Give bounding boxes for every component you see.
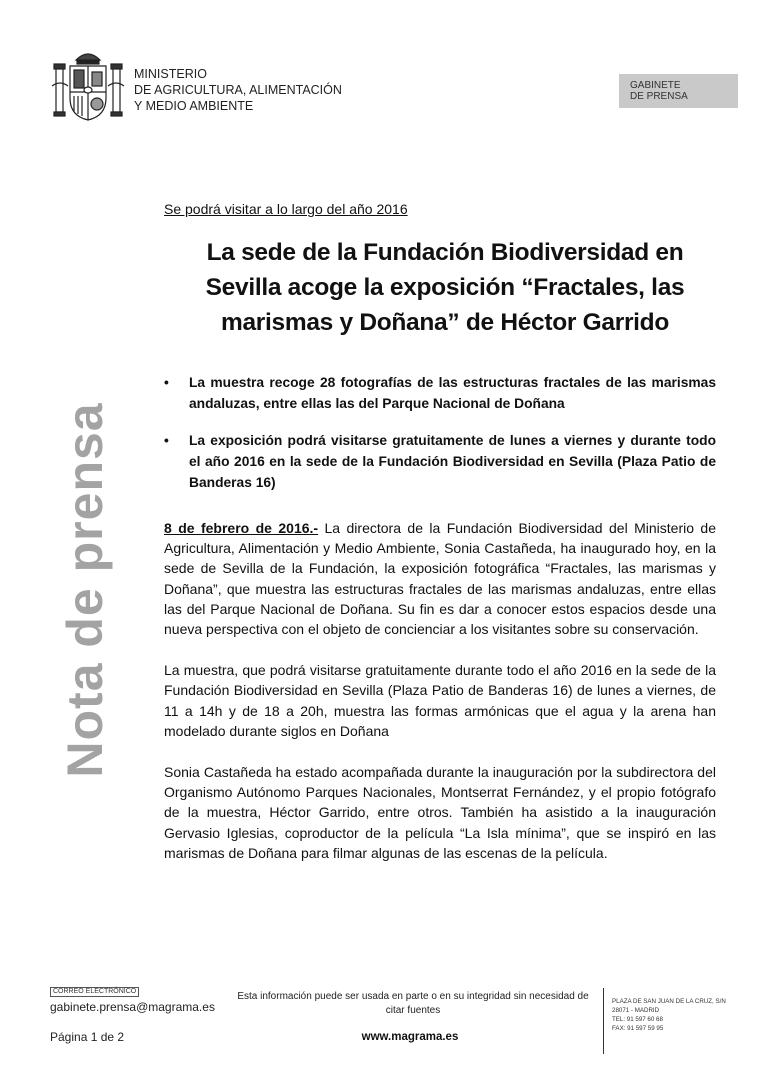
footer-divider: [603, 988, 604, 1054]
ministry-line: DE AGRICULTURA, ALIMENTACIÓN: [134, 83, 342, 97]
subheadline: Se podrá visitar a lo largo del año 2016: [164, 201, 408, 217]
gabinete-line: GABINETE: [630, 80, 681, 91]
gabinete-box: [619, 74, 738, 108]
press-release-side-label: [57, 402, 113, 778]
ministry-line: MINISTERIO: [134, 67, 207, 81]
headline-line: marismas y Doñana” de Héctor Garrido: [220, 309, 670, 336]
address-line: 28071 - MADRID: [612, 1007, 660, 1014]
headline-line: Sevilla acoge la exposición “Fractales, las: [205, 274, 685, 301]
list-item: [164, 430, 716, 493]
address-line: TEL: 91 597 60 68: [612, 1016, 663, 1023]
bullet-icon: •: [164, 433, 169, 448]
bullet-text: La exposición podrá visitarse gratuitamente de lunes a viernes y durante todo el año 2016 en la sede de la Fundación Biodiversidad en Sevilla (Plaza Patio de Banderas 16): [189, 433, 716, 490]
usage-disclaimer: Esta información puede ser usada en parte o en su integridad sin necesidad de citar fuentes: [237, 991, 589, 1016]
address-line: FAX: 91 597 59 95: [612, 1025, 664, 1032]
email-label: CORREO ELECTRÓNICO: [50, 987, 139, 997]
article-body: [164, 518, 716, 884]
page-number: Página 1 de 2: [50, 1030, 125, 1044]
ministry-line: Y MEDIO AMBIENTE: [134, 99, 254, 113]
paragraph-text: La directora de la Fundación Biodiversidad del Ministerio de Agricultura, Alimentación y Medio Ambiente, Sonia Castañeda, ha inaugurado hoy, en la sede de Sevilla de la Fundación, la exposición fotográfica “Fractales, las marismas y Doñana”, que muestra las estructuras fractales de las marismas andaluzas, entre ellas las del Parque Nacional de Doñana. Su fin es dar a conocer estos espacios desde una nueva perspectiva con el objeto de concienciar a los visitantes sobre su conservación.: [164, 520, 716, 638]
gabinete-line: DE PRENSA: [630, 91, 688, 102]
address-line: PLAZA DE SAN JUAN DE LA CRUZ, S/N: [612, 998, 726, 1005]
page-title: [170, 235, 720, 340]
paragraph: [164, 518, 716, 639]
coat-of-arms-icon: [50, 46, 126, 124]
side-label-text: Nota de prensa: [57, 402, 113, 778]
paragraph: La muestra, que podrá visitarse gratuitamente durante todo el año 2016 en la sede de la Fundación Biodiversidad en Sevilla (Plaza Patio de Banderas 16) de lunes a viernes, de 11 a 14h y de 18 a 20h, muestra las formas armónicas que el agua y la arena han modelado durante siglos en Doñana: [164, 662, 716, 739]
website-link[interactable]: www.magrama.es: [361, 1031, 459, 1043]
headline-line: La sede de la Fundación Biodiversidad en: [206, 239, 684, 266]
email-link[interactable]: gabinete.prensa@magrama.es: [50, 1000, 215, 1014]
dateline: 8 de febrero de 2016.-: [164, 520, 319, 536]
postal-address: [612, 997, 726, 1033]
bullet-text: La muestra recoge 28 fotografías de las estructuras fractales de las marismas andaluzas, entre ellas las del Parque Nacional de Doñana: [189, 375, 716, 411]
paragraph: Sonia Castañeda ha estado acompañada durante la inauguración por la subdirectora del Organismo Autónomo Parques Nacionales, Montserrat Fernández, y el propio fotógrafo de la muestra, Héctor Garrido, entre otros. También ha asistido a la inauguración Gervasio Iglesias, coproductor de la película “La Isla mínima”, que se inspiró en las marismas de Doñana para filmar algunas de las escenas de la película.: [164, 764, 716, 861]
list-item: [164, 372, 716, 414]
ministry-name: [134, 66, 342, 114]
highlights-list: [164, 372, 716, 509]
bullet-icon: •: [164, 375, 169, 390]
